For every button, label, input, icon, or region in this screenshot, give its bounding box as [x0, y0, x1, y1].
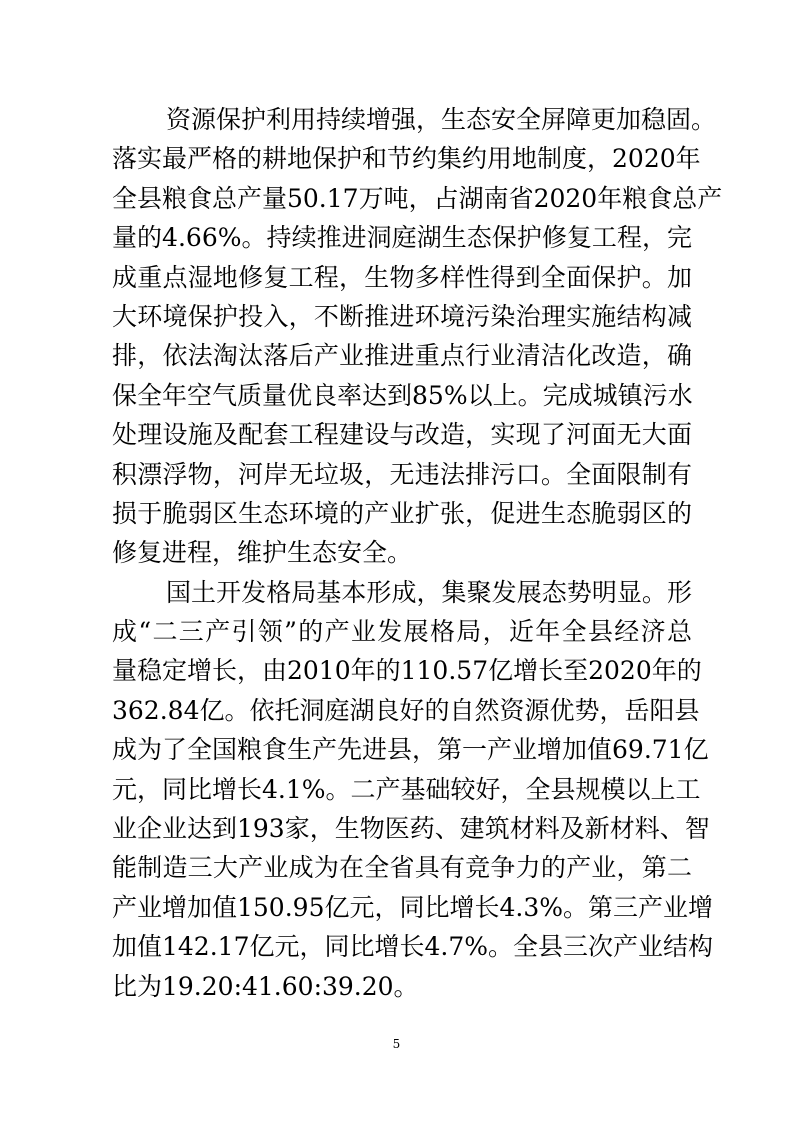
- text-line: 保全年空气质量优良率达到85%以上。完成城镇污水: [112, 380, 693, 410]
- body-text: [112, 100, 723, 1006]
- text-line: 修复进程，维护生态安全。: [112, 538, 413, 568]
- text-line: 量的4.66%。持续推进洞庭湖生态保护修复工程，完: [112, 223, 692, 253]
- text-line: 产业增加值150.95亿元，同比增长4.3%。第三产业增: [112, 892, 713, 922]
- text-line: 成“二三产引领”的产业发展格局，近年全县经济总: [112, 617, 692, 647]
- text-line: 资源保护利用持续增强，生态安全屏障更加稳固。: [166, 105, 717, 134]
- text-line: 处理设施及配套工程建设与改造，实现了河面无大面: [112, 420, 692, 450]
- text-line: 落实最严格的耕地保护和节约集约用地制度，2020年: [112, 144, 701, 174]
- text-line: 能制造三大产业成为在全省具有竞争力的产业，第二: [112, 853, 692, 883]
- text-line: 全县粮食总产量50.17万吨，占湖南省2020年粮食总产: [112, 183, 723, 213]
- text-line: 成重点湿地修复工程，生物多样性得到全面保护。加: [112, 262, 692, 292]
- text-line: 比为19.20:41.60:39.20。: [112, 971, 419, 1001]
- text-line: 积漂浮物，河岸无垃圾，无违法排污口。全面限制有: [112, 459, 692, 489]
- text-line: 大环境保护投入，不断推进环境污染治理实施结构减: [112, 301, 692, 331]
- text-line: 国土开发格局基本形成，集聚发展态势明显。形: [166, 577, 692, 607]
- text-line: 排，依法淘汰落后产业推进重点行业清洁化改造，确: [112, 341, 692, 371]
- text-line: 业企业达到193家，生物医药、建筑材料及新材料、智: [112, 814, 710, 844]
- paragraph-land-development: [112, 573, 713, 1006]
- text-line: 量稳定增长，由2010年的110.57亿增长至2020年的: [112, 656, 702, 686]
- paragraph-resource-protection: [112, 100, 723, 573]
- text-line: 损于脆弱区生态环境的产业扩张，促进生态脆弱区的: [112, 498, 692, 528]
- text-line: 元，同比增长4.1%。二产基础较好，全县规模以上工: [112, 774, 701, 804]
- text-line: 加值142.17亿元，同比增长4.7%。全县三次产业结构: [112, 932, 713, 962]
- text-line: 362.84亿。依托洞庭湖良好的自然资源优势，岳阳县: [112, 695, 700, 725]
- text-line: 成为了全国粮食生产先进县，第一产业增加值69.71亿: [112, 735, 709, 765]
- page-number: 5: [392, 1037, 401, 1051]
